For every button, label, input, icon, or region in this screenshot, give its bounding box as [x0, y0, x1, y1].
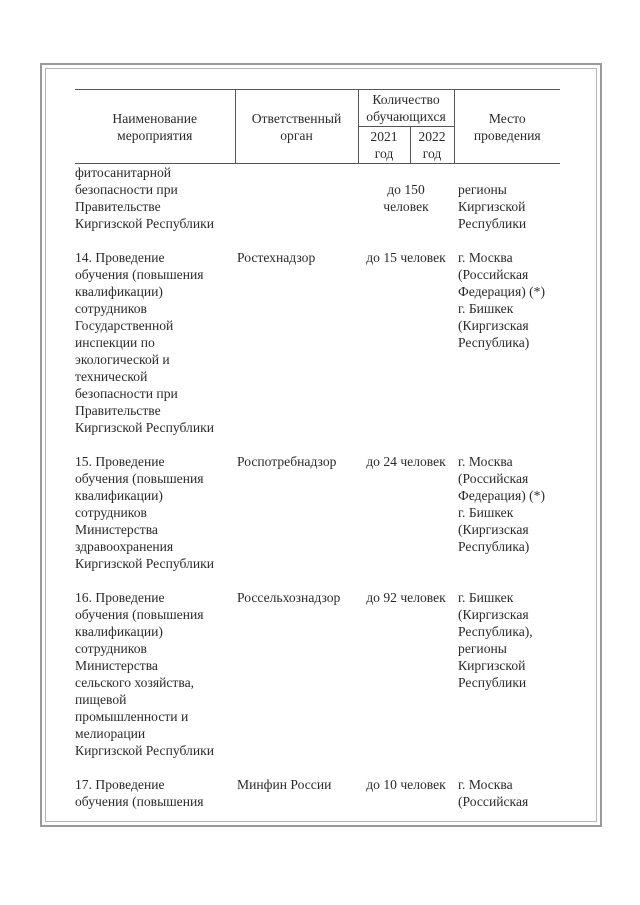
venue-cell-line: Республика), [458, 624, 533, 639]
event-name-cell-line: здравоохранения [75, 539, 174, 554]
event-name-cell-line: инспекции по [75, 335, 155, 350]
header-year-line: 2021 [370, 129, 398, 144]
venue-cell [454, 589, 560, 776]
trainee-count-cell [358, 776, 454, 827]
event-name-cell-line: обучения (повышения [75, 607, 204, 622]
event-name-cell-line: Правительстве [75, 403, 161, 418]
responsible-org-cell [235, 164, 358, 250]
trainee-count-cell-line: до 92 человек [366, 590, 446, 605]
responsible-org-cell-line: Минфин России [237, 777, 332, 792]
trainee-count-cell-line [358, 164, 454, 181]
event-name-cell-line: обучения (повышения [75, 267, 204, 282]
venue-cell-line: Республики [458, 675, 527, 690]
venue-cell-line: (Российская [458, 267, 529, 282]
event-name-cell-line: Киргизской Республики [75, 556, 214, 571]
responsible-org-cell-line: Россельхознадзор [237, 590, 341, 605]
header-org-cell [235, 90, 358, 164]
venue-cell-line: г. Бишкек [458, 505, 514, 520]
event-name-cell-line: сельского хозяйства, [75, 675, 195, 690]
responsible-org-cell-line: Роспотребнадзор [237, 454, 337, 469]
trainee-count-cell [358, 453, 454, 589]
venue-cell-line: Киргизской [458, 199, 526, 214]
event-name-cell-line: сотрудников [75, 505, 147, 520]
venue-cell-line: г. Бишкек [458, 590, 514, 605]
table-header [75, 90, 560, 164]
event-name-cell-line: 14. Проведение [75, 250, 165, 265]
venue-cell-line: г. Москва [458, 454, 513, 469]
header-qty-line: Количество [372, 92, 440, 107]
header-org-line: орган [280, 127, 313, 143]
venue-cell-line: регионы [458, 182, 507, 197]
table-row [75, 249, 560, 453]
event-name-cell [75, 453, 235, 589]
trainee-count-cell-line: до 15 человек [366, 250, 446, 265]
venue-cell-line: регионы [458, 641, 507, 656]
trainee-count-cell-line: человек [383, 199, 429, 214]
event-name-cell-line: фитосанитарной [75, 165, 172, 180]
header-qty-line: обучающихся [366, 109, 446, 124]
event-name-cell-line: 16. Проведение [75, 590, 165, 605]
header-name-line: Наименование [112, 110, 198, 126]
event-name-cell [75, 249, 235, 453]
event-name-cell-line: сотрудников [75, 641, 147, 656]
header-place-cell [454, 90, 560, 164]
responsible-org-cell [235, 249, 358, 453]
venue-cell-line [458, 164, 560, 181]
event-name-cell-line: квалификации) [75, 488, 163, 503]
venue-cell-line: г. Бишкек [458, 301, 514, 316]
trainee-count-cell-line: до 150 [387, 182, 425, 197]
venue-cell [454, 164, 560, 250]
event-name-cell-line: технической [75, 369, 148, 384]
header-place-line: Место [488, 110, 526, 126]
table-body [75, 164, 560, 828]
event-name-cell-line: мелиорации [75, 726, 146, 741]
document-content [75, 89, 560, 827]
table-row [75, 164, 560, 250]
event-name-cell-line: Киргизской Республики [75, 216, 214, 231]
trainee-count-cell [358, 164, 454, 250]
event-name-cell-line: пищевой [75, 692, 127, 707]
event-name-cell-line: 15. Проведение [75, 454, 165, 469]
venue-cell [454, 453, 560, 589]
venue-cell-line: Федерация) (*) [458, 488, 545, 503]
event-name-cell-line: квалификации) [75, 624, 163, 639]
event-name-cell-line: Киргизской Республики [75, 420, 214, 435]
event-name-cell-line: безопасности при [75, 386, 178, 401]
venue-cell-line: (Киргизская [458, 522, 529, 537]
header-year-line: 2022 [418, 129, 446, 144]
venue-cell-line: (Российская [458, 794, 529, 809]
responsible-org-cell-line: Ростехнадзор [237, 250, 316, 265]
event-name-cell-line: Киргизской Республики [75, 743, 214, 758]
event-name-cell-line: безопасности при [75, 182, 178, 197]
venue-cell-line: (Киргизская [458, 607, 529, 622]
responsible-org-cell [235, 776, 358, 827]
venue-cell-line: Федерация) (*) [458, 284, 545, 299]
venue-cell-line: Республика) [458, 335, 530, 350]
venue-cell [454, 249, 560, 453]
event-name-cell-line: Министерства [75, 522, 158, 537]
events-table [75, 89, 560, 827]
trainee-count-cell [358, 589, 454, 776]
table-row [75, 776, 560, 827]
event-name-cell-line: сотрудников [75, 301, 147, 316]
event-name-cell [75, 776, 235, 827]
trainee-count-cell [358, 249, 454, 453]
venue-cell-line: (Киргизская [458, 318, 529, 333]
event-name-cell-line: 17. Проведение [75, 777, 165, 792]
event-name-cell-line: обучения (повышения [75, 471, 204, 486]
header-name-line: мероприятия [117, 127, 193, 143]
header-place-line: проведения [473, 127, 541, 143]
event-name-cell-line: экологической и [75, 352, 170, 367]
venue-cell-line: Республики [458, 216, 527, 231]
header-year-2021-cell [358, 127, 410, 164]
header-year-2022-cell [410, 127, 454, 164]
venue-cell-line: г. Москва [458, 250, 513, 265]
header-name-cell [75, 90, 235, 164]
responsible-org-cell [235, 453, 358, 589]
header-qty-cell [358, 90, 454, 127]
header-org-line: Ответственный [251, 110, 342, 126]
event-name-cell-line: квалификации) [75, 284, 163, 299]
event-name-cell-line: Государственной [75, 318, 174, 333]
event-name-cell-line: Министерства [75, 658, 158, 673]
venue-cell-line: г. Москва [458, 777, 513, 792]
header-year-line: год [374, 146, 394, 161]
responsible-org-cell [235, 589, 358, 776]
venue-cell-line: Республика) [458, 539, 530, 554]
venue-cell-line: Киргизской [458, 658, 526, 673]
event-name-cell [75, 164, 235, 250]
venue-cell-line: (Российская [458, 471, 529, 486]
venue-cell [454, 776, 560, 827]
event-name-cell-line: обучения (повышения [75, 794, 204, 809]
header-year-line: год [422, 146, 442, 161]
table-row [75, 589, 560, 776]
table-row [75, 453, 560, 589]
event-name-cell-line: Правительстве [75, 199, 161, 214]
event-name-cell [75, 589, 235, 776]
trainee-count-cell-line: до 10 человек [366, 777, 446, 792]
event-name-cell-line: промышленности и [75, 709, 189, 724]
trainee-count-cell-line: до 24 человек [366, 454, 446, 469]
